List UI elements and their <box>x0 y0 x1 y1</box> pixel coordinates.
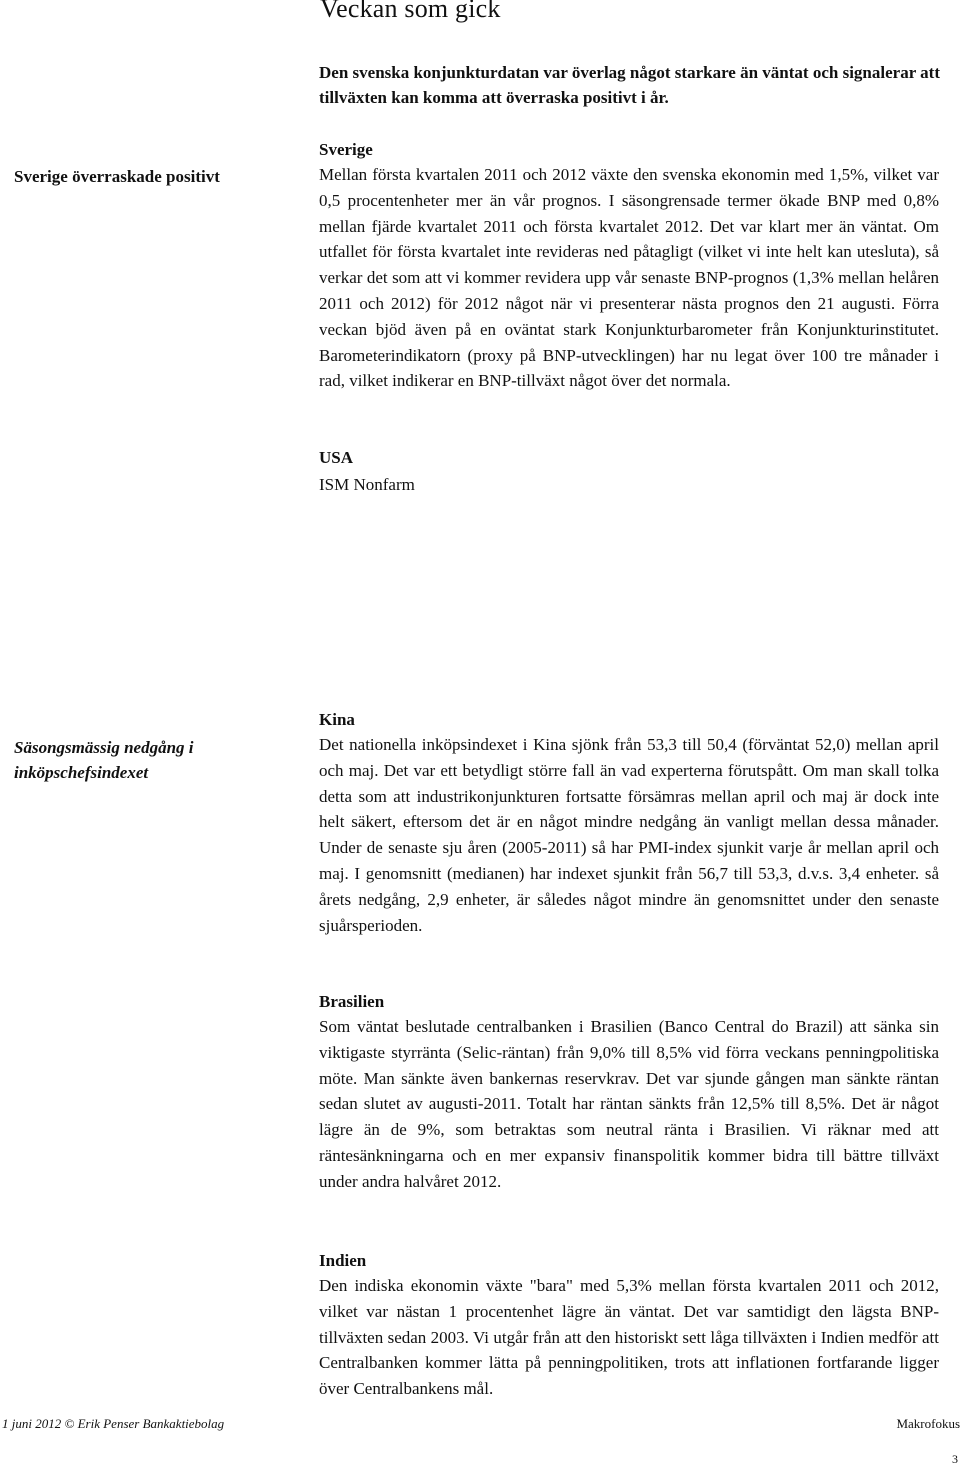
section-heading-usa: USA <box>319 448 354 467</box>
section-heading-sweden: Sverige <box>319 140 373 159</box>
section-heading-india: Indien <box>319 1251 367 1270</box>
footer-date-copyright: 1 juni 2012 © Erik Penser Bankaktiebolag <box>2 1416 225 1431</box>
sidebar-label-china: Säsongsmässig nedgång i inköpschefsindexet <box>14 738 194 782</box>
section-subheading-usa: ISM Nonfarm <box>319 475 415 494</box>
section-india <box>319 1248 939 1402</box>
section-body-sweden: Mellan första kvartalen 2011 och 2012 växte den svenska ekonomin med 1,5%, vilket var 0,5 procentenheter mer än vår prognos. I säsongrensade termer ökade BNP med 0,8% mellan fjärde kvartalet 2011 och första kvartalet 2012. Det var klart mer än väntat. Om utfallet för första kvartalet inte revideras ned påtagligt (vilket vi inte helt kan utesluta), så verkar det som att vi kommer revidera upp vår senaste BNP-prognos (1,3% mellan helåren 2011 och 2012) för 2012 något när vi presenterar nästa prognos den 21 augusti. Förra veckan bjöd även på en oväntat stark Konjunkturbarometer från Konjunkturinstitutet. Barometerindikatorn (proxy på BNP-utvecklingen) har nu legat över 100 tre månader i rad, vilket indikerar en BNP-tillväxt något över det normala. <box>319 165 939 391</box>
page-title: Veckan som gick <box>320 0 501 23</box>
footer-publication-name: Makrofokus <box>896 1416 960 1431</box>
section-china <box>319 707 939 938</box>
section-body-china: Det nationella inköpsindexet i Kina sjönk från 53,3 till 50,4 (förväntat 52,0) mellan april och maj. Det var ett betydligt större fall än vad experterna förutspått. Om man skall tolka detta som att industrikonjunkturen fortsatte försämras mellan april och maj är dock inte helt säkert, eftersom det är en något mindre nedgång än vanligt mellan dessa månader. Under de senaste sju åren (2005-2011) så har PMI-index sjunkit varje år mellan april och maj. I genomsnitt (medianen) har indexet sjunkit från 56,7 till 53,3, d.v.s. 3,4 enheter. så årets nedgång, 2,9 enheter, är således något mindre än genomsnittet under den senaste sjuårsperioden. <box>319 735 939 935</box>
section-heading-china: Kina <box>319 710 355 729</box>
sidebar-label-sweden: Sverige överraskade positivt <box>14 167 220 186</box>
section-body-india: Den indiska ekonomin växte "bara" med 5,3% mellan första kvartalen 2011 och 2012, vilket var nästan 1 procentenhet lägre än väntat. Det var samtidigt den lägsta BNP-tillväxten sedan 2003. Vi utgår från att den historiskt sett låga tillväxten i Indien medför att Centralbanken kommer lätta på penningpolitiken, trots att inflationen fortfarande ligger över Centralbankens mål. <box>319 1276 939 1399</box>
page-number: 3 <box>952 1452 958 1466</box>
section-brazil <box>319 989 939 1195</box>
section-heading-brazil: Brasilien <box>319 992 385 1011</box>
section-sweden <box>319 137 939 394</box>
intro-summary: Den svenska konjunkturdatan var överlag något starkare än väntat och signalerar att tillväxten kan komma att överraska positivt i år. <box>319 63 941 107</box>
section-body-brazil: Som väntat beslutade centralbanken i Brasilien (Banco Central do Brazil) att sänka sin viktigaste styrränta (Selic-räntan) från 9,0% till 8,5% vid förra veckans penningpolitiska möte. Man sänkte även bankernas reservkrav. Det var sjunde gången man sänkte räntan sedan slutet av augusti-2011. Totalt har räntan sänkts från 12,5% till 8,5%. Det är något lägre än de 9%, som betraktas som neutral ränta i Brasilien. Vi räknar med att räntesänkningarna och en mer expansiv finanspolitik kommer bidra till bättre tillväxt under andra halvåret 2012. <box>319 1017 939 1191</box>
